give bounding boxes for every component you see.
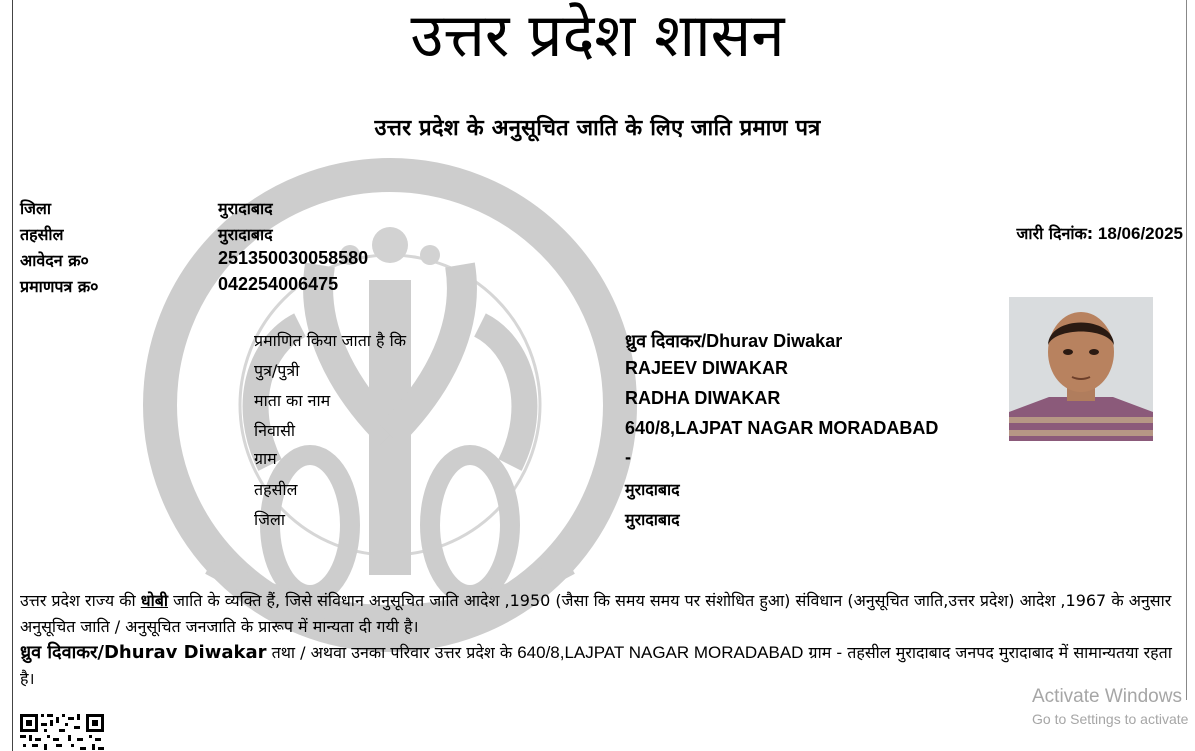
detail-value-father: RAJEEV DIWAKAR bbox=[625, 358, 789, 378]
activate-windows-subtitle: Go to Settings to activate bbox=[1032, 711, 1189, 727]
caste-statement-post: जाति के व्यक्ति हैं, जिसे संविधान अनुसूचित जाति आदेश ,1950 (जैसा कि समय समय पर संशोधित हुआ) संविधान (अनुसूचित जाति,उत्तर प्रदेश) आदेश ,1967 के अनुसार अनुसूचित जाति / अनुसूचित जनजाति के प्रारूप में मान्यता दी गयी है। bbox=[20, 591, 1172, 636]
detail-value-tehsil: मुरादाबाद bbox=[625, 480, 680, 499]
detail-label-district: जिला bbox=[254, 510, 286, 529]
issue-date-label: जारी दिनांक: bbox=[1016, 224, 1094, 243]
caste-statement-pre: उत्तर प्रदेश राज्य की bbox=[20, 591, 141, 610]
detail-label-certified: प्रमाणित किया जाता है कि bbox=[254, 331, 407, 350]
caste-statement bbox=[20, 588, 1175, 640]
residence-statement bbox=[20, 640, 1175, 692]
meta-label-district: जिला bbox=[20, 199, 52, 218]
meta-value-tehsil: मुरादाबाद bbox=[218, 225, 273, 244]
certificate-title: उत्तर प्रदेश के अनुसूचित जाति के लिए जाति प्रमाण पत्र bbox=[374, 116, 821, 141]
detail-value-mother: RADHA DIWAKAR bbox=[625, 388, 781, 408]
detail-value-address: 640/8,LAJPAT NAGAR MORADABAD bbox=[625, 418, 939, 438]
person-photo-icon bbox=[1009, 297, 1153, 441]
qr-code bbox=[20, 714, 104, 751]
issue-date-value: 18/06/2025 bbox=[1097, 224, 1183, 243]
page-border-right bbox=[1186, 0, 1187, 700]
caste-name: धोबी bbox=[140, 591, 169, 610]
issue-date bbox=[1017, 222, 1183, 244]
meta-label-certificate-no: प्रमाणपत्र क्र० bbox=[20, 277, 99, 296]
detail-label-village: ग्राम bbox=[254, 449, 277, 468]
activate-windows-overlay bbox=[1032, 686, 1188, 729]
detail-value-name bbox=[625, 329, 842, 353]
residence-statement-mid: तथा / अथवा उनका परिवार उत्तर प्रदेश के bbox=[266, 643, 518, 662]
residence-statement-post: ग्राम - तहसील मुरादाबाद जनपद मुरादाबाद में सामान्यतया रहता है। bbox=[20, 643, 1172, 688]
detail-label-mother: माता का नाम bbox=[254, 391, 331, 410]
meta-label-application-no: आवेदन क्र० bbox=[20, 251, 89, 270]
meta-value-certificate-no: 042254006475 bbox=[218, 274, 339, 294]
detail-label-tehsil: तहसील bbox=[254, 480, 298, 499]
meta-value-district: मुरादाबाद bbox=[218, 199, 273, 218]
residence-address: 640/8,LAJPAT NAGAR MORADABAD bbox=[517, 643, 804, 662]
detail-label-child-of: पुत्र/पुत्री bbox=[254, 361, 300, 380]
detail-label-resident: निवासी bbox=[254, 421, 296, 440]
government-header: उत्तर प्रदेश शासन bbox=[410, 1, 785, 71]
detail-value-village: - bbox=[625, 447, 631, 467]
detail-value-district: मुरादाबाद bbox=[625, 510, 680, 529]
applicant-name: ध्रुव दिवाकर/Dhurav Diwakar bbox=[625, 331, 843, 351]
meta-value-application-no: 251350030058580 bbox=[218, 248, 369, 268]
meta-label-tehsil: तहसील bbox=[20, 225, 64, 244]
applicant-photo bbox=[1009, 297, 1153, 441]
activate-windows-title: Activate Windows bbox=[1032, 686, 1182, 707]
residence-applicant-name: ध्रुव दिवाकर/Dhurav Diwakar bbox=[20, 642, 267, 663]
